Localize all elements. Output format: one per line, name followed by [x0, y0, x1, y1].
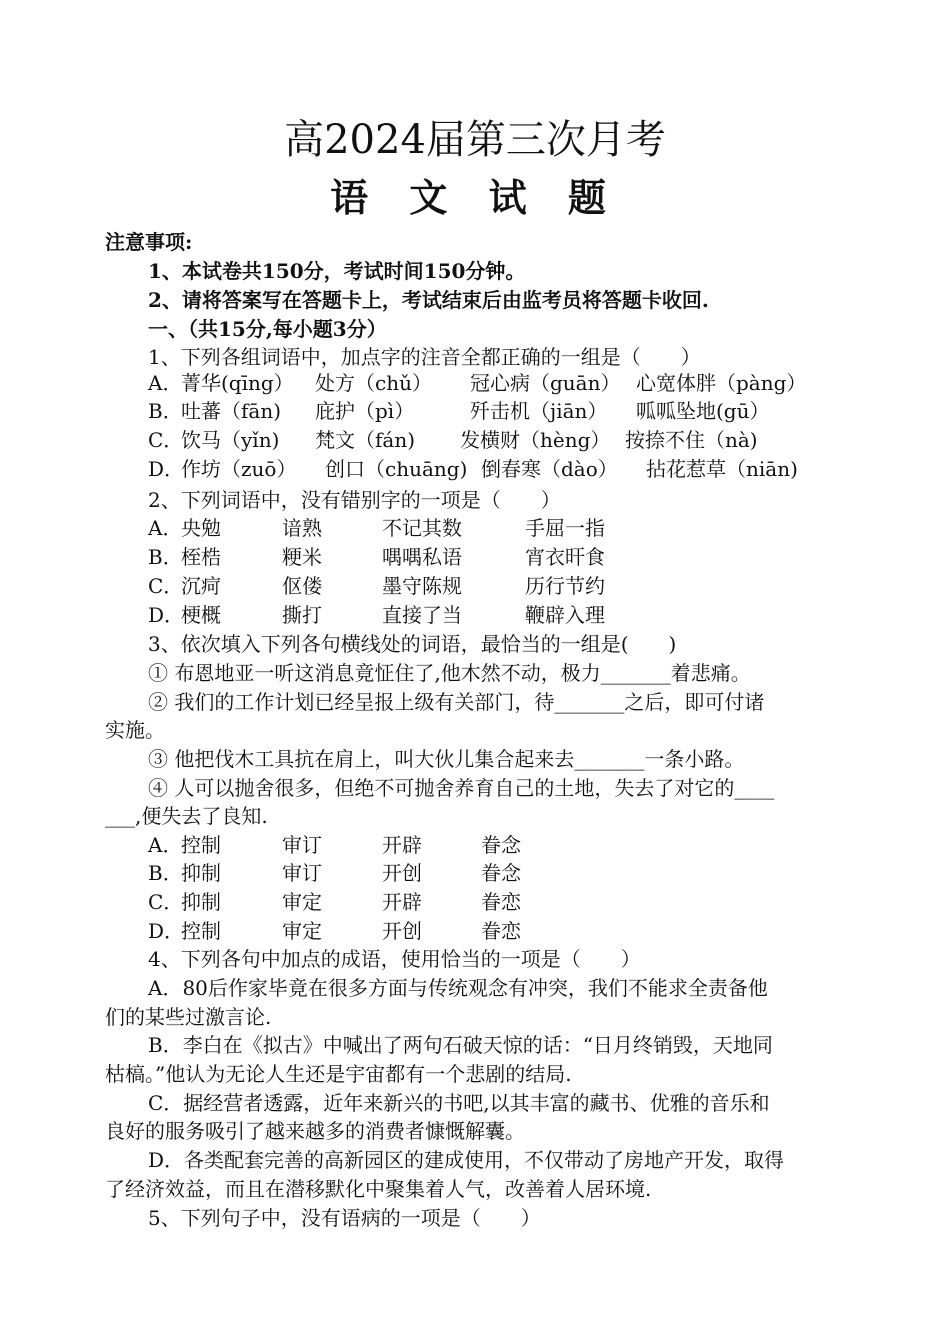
q3-sentence-3: ③ 他把伐木工具抗在肩上，叫大伙儿集合起来去_______一条小路。	[148, 747, 745, 771]
option-item: 作坊（zuō）	[181, 457, 297, 481]
option-letter: D．	[148, 919, 185, 943]
q2-stem: 2、下列词语中，没有错别字的一项是（ ）	[148, 488, 561, 512]
q4-option-d: D．各类配套完善的高新园区的建成使用，不仅带动了房地产开发，取得	[148, 1148, 785, 1172]
option-item: 审订	[282, 861, 322, 885]
option-item: 不记其数	[382, 516, 462, 540]
option-item: 谙熟	[282, 516, 322, 540]
q4-option-b: B．李白在《拟古》中喊出了两句石破天惊的话：“日月终销毁，天地同	[148, 1033, 773, 1057]
option-item: 眷恋	[481, 890, 521, 914]
option-letter: B．	[148, 861, 183, 885]
option-item: 粳米	[282, 545, 322, 569]
option-item: 喁喁私语	[382, 545, 462, 569]
option-letter: C．	[148, 890, 184, 914]
q4-stem: 4、下列各句中加点的成语，使用恰当的一项是（ ）	[148, 947, 641, 971]
option-item: 梵文（fán)	[315, 428, 416, 452]
option-item: 拈花惹草（niān)	[646, 457, 798, 481]
option-item: 按捺不住（nà)	[625, 428, 758, 452]
section-heading: 一、（共15分,每小题3分）	[148, 317, 387, 341]
q4-option-c: C．据经营者透露，近年来新兴的书吧,以其丰富的藏书、优雅的音乐和	[148, 1091, 770, 1115]
option-letter: A．	[148, 516, 183, 540]
option-item: 控制	[181, 919, 221, 943]
option-item: 梗概	[181, 603, 221, 627]
q4-option-a-cont: 们的某些过激言论.	[105, 1005, 272, 1029]
option-item: 处方（chǔ）	[315, 371, 432, 395]
option-item: 宵衣旰食	[525, 545, 605, 569]
option-letter: C．	[148, 574, 184, 598]
option-letter: C．	[148, 428, 184, 452]
option-item: 沉疴	[181, 574, 221, 598]
option-letter: D．	[148, 457, 185, 481]
option-item: 控制	[181, 833, 221, 857]
exam-title: 高2024届第三次月考	[284, 117, 666, 163]
option-letter: B．	[148, 545, 183, 569]
option-letter: B．	[148, 399, 183, 423]
option-item: 墨守陈规	[382, 574, 462, 598]
option-item: 眷念	[481, 861, 521, 885]
option-item: 创口（chuāng)	[325, 457, 468, 481]
q3-sentence-2-cont: 实施。	[105, 718, 165, 742]
option-item: 开创	[382, 861, 422, 885]
q4-option-a: A．80后作家毕竟在很多方面与传统观念有冲突，我们不能求全责备他	[148, 976, 768, 1000]
option-item: 吐蕃（fān)	[181, 399, 282, 423]
option-letter: A．	[148, 371, 183, 395]
q1-stem: 1、下列各组词语中，加点字的注音全都正确的一组是（ ）	[148, 345, 701, 369]
option-letter: D．	[148, 603, 185, 627]
option-item: 心宽体胖（pàng）	[636, 371, 807, 395]
q5-stem: 5、下列句子中，没有语病的一项是（ ）	[148, 1206, 541, 1230]
q3-stem: 3、依次填入下列各句横线处的词语，最恰当的一组是( )	[148, 632, 677, 656]
notice-heading: 注意事项:	[105, 230, 193, 254]
q3-sentence-2: ② 我们的工作计划已经呈报上级有关部门，待_______之后，即可付诸	[148, 690, 765, 714]
subject-title: 语 文 试 题	[330, 175, 620, 220]
option-item: 开创	[382, 919, 422, 943]
q3-sentence-1: ① 布恩地亚一听这消息竟怔住了,他木然不动，极力_______着悲痛。	[148, 661, 751, 685]
option-letter: A．	[148, 833, 183, 857]
option-item: 抑制	[181, 861, 221, 885]
option-item: 鞭辟入理	[525, 603, 605, 627]
notice-item-1: 1、本试卷共150分，考试时间150分钟。	[148, 259, 526, 283]
q4-option-b-cont: 枯槁。”他认为无论人生还是宇宙都有一个悲剧的结局.	[105, 1062, 572, 1086]
option-item: 直接了当	[382, 603, 462, 627]
option-item: 开辟	[382, 890, 422, 914]
q4-option-c-cont: 良好的服务吸引了越来越多的消费者慷慨解囊。	[105, 1119, 525, 1143]
q3-sentence-4: ④ 人可以抛舍很多，但绝不可抛舍养育自己的土地，失去了对它的____	[148, 776, 775, 800]
option-item: 审定	[282, 919, 322, 943]
option-item: 手屈一指	[525, 516, 605, 540]
option-item: 历行节约	[525, 574, 605, 598]
option-item: 撕打	[282, 603, 322, 627]
option-item: 伛偻	[282, 574, 322, 598]
notice-item-2: 2、请将答案写在答题卡上，考试结束后由监考员将答题卡收回.	[148, 288, 709, 312]
option-item: 眷念	[481, 833, 521, 857]
option-item: 央勉	[181, 516, 221, 540]
option-item: 审定	[282, 890, 322, 914]
option-item: 冠心病（guān）	[470, 371, 621, 395]
option-item: 呱呱坠地(gū）	[636, 399, 770, 423]
option-item: 发横财（hèng）	[460, 428, 611, 452]
option-item: 眷恋	[481, 919, 521, 943]
option-item: 审订	[282, 833, 322, 857]
option-item: 开辟	[382, 833, 422, 857]
option-item: 庇护（pì）	[315, 399, 415, 423]
q4-option-d-cont: 了经济效益，而且在潜移默化中聚集着人气，改善着人居环境.	[105, 1177, 652, 1201]
option-item: 歼击机（jiān）	[470, 399, 608, 423]
option-item: 桎梏	[181, 545, 221, 569]
option-item: 饮马（yǐn)	[181, 428, 280, 452]
option-item: 菁华(qīng）	[181, 371, 294, 395]
q3-sentence-4-cont: ___,便失去了良知.	[105, 804, 268, 828]
option-item: 倒春寒（dào）	[481, 457, 618, 481]
option-item: 抑制	[181, 890, 221, 914]
